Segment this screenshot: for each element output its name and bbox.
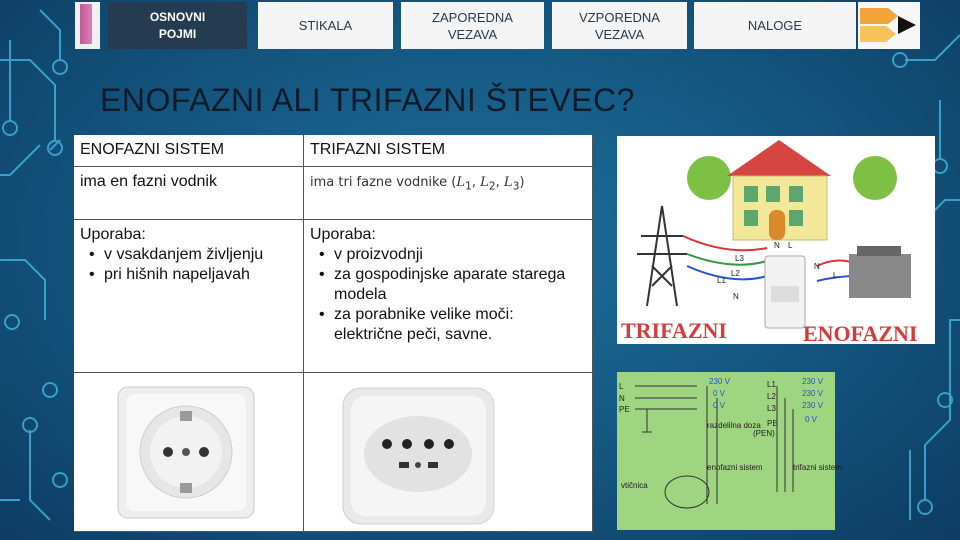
wiring-diagram-svg	[617, 372, 842, 530]
use-item: • v vsakdanjem življenju	[80, 245, 297, 265]
right-label: L1	[767, 380, 776, 389]
comparison-table	[74, 135, 593, 532]
right-volt: 230 V	[802, 389, 823, 398]
trifazni-uses	[304, 220, 593, 373]
schuko-socket-image	[116, 385, 256, 520]
header-trifazni: TRIFAZNI SISTEM	[304, 135, 593, 167]
label-enofazni: ENOFAZNI	[803, 321, 918, 346]
left-volt: 230 V	[709, 377, 730, 386]
use-item: • v proizvodnji	[310, 245, 586, 265]
formula-s3: 3	[512, 179, 520, 193]
trifazni-label: trifazni sistem	[793, 463, 842, 472]
use-heading-right: Uporaba:	[310, 226, 376, 243]
left-label: N	[619, 394, 625, 403]
enofazni-label: enofazni sistem	[707, 463, 763, 472]
right-label: PE	[767, 419, 778, 428]
right-label: L2	[767, 392, 776, 401]
enofazni-uses	[74, 220, 304, 373]
nav-stikala-button[interactable]: STIKALA	[258, 2, 393, 49]
nav-naloge-button[interactable]: NALOGE	[694, 2, 856, 49]
enofazni-socket-cell	[74, 373, 304, 532]
razdelilna-label: razdelilna doza	[707, 421, 761, 430]
nav-zaporedna-vezava-button[interactable]: ZAPOREDNA VEZAVA	[401, 2, 544, 49]
wire-tag: L	[788, 241, 793, 250]
left-volt: 0 V	[713, 389, 726, 398]
wire-tag: L1	[717, 276, 726, 285]
three-phase-socket-image	[341, 386, 496, 526]
use-item: • pri hišnih napeljavah	[80, 265, 297, 285]
trifazni-socket-cell	[304, 373, 593, 532]
nav-osnovni-pojmi-button[interactable]: OSNOVNI POJMI	[108, 2, 247, 49]
right-volt: 230 V	[802, 401, 823, 410]
bookmark-icon	[75, 2, 100, 49]
house-power-illustration	[617, 136, 935, 344]
house-illustration-svg	[617, 136, 935, 344]
wire-tag: N	[814, 262, 820, 271]
wiring-diagram	[617, 372, 842, 530]
right-volt: 230 V	[802, 377, 823, 386]
formula-l2: L	[480, 175, 489, 190]
left-label: L	[619, 382, 624, 391]
wire-tag: L3	[735, 254, 744, 263]
page-title: ENOFAZNI ALI TRIFAZNI ŠTEVEC?	[100, 82, 635, 118]
header-enofazni: ENOFAZNI SISTEM	[74, 135, 304, 167]
formula-l1: L	[456, 175, 465, 190]
right-label: (PEN)	[753, 429, 775, 438]
trifazni-conductor-text: ima tri fazne vodnike	[310, 175, 448, 190]
enofazni-conductor: ima en fazni vodnik	[74, 167, 304, 220]
formula-s1: 1	[464, 179, 472, 193]
vticnica-label: vtičnica	[621, 481, 648, 490]
pencils-next-icon[interactable]	[858, 2, 920, 49]
right-volt: 0 V	[805, 415, 818, 424]
wire-tag: L	[833, 271, 838, 280]
wire-tag: N	[733, 292, 739, 301]
wire-tag: N	[774, 241, 780, 250]
use-item: • za gospodinjske aparate starega modela	[310, 265, 586, 305]
wire-tag: L2	[731, 269, 740, 278]
trifazni-conductor: ima tri fazne vodnike ($L_1$, $L_2$, $L_3$)	[304, 167, 593, 220]
left-label: PE	[619, 405, 630, 414]
left-volt: 0 V	[713, 401, 726, 410]
nav-vzporedna-vezava-button[interactable]: VZPOREDNA VEZAVA	[552, 2, 687, 49]
label-trifazni: TRIFAZNI	[621, 318, 727, 343]
use-item: • za porabnike velike moči: električne peči, savne.	[310, 305, 586, 345]
formula-s2: 2	[488, 179, 496, 193]
right-label: L3	[767, 404, 776, 413]
use-heading-left: Uporaba:	[80, 226, 146, 243]
formula-l3: L	[503, 175, 513, 190]
